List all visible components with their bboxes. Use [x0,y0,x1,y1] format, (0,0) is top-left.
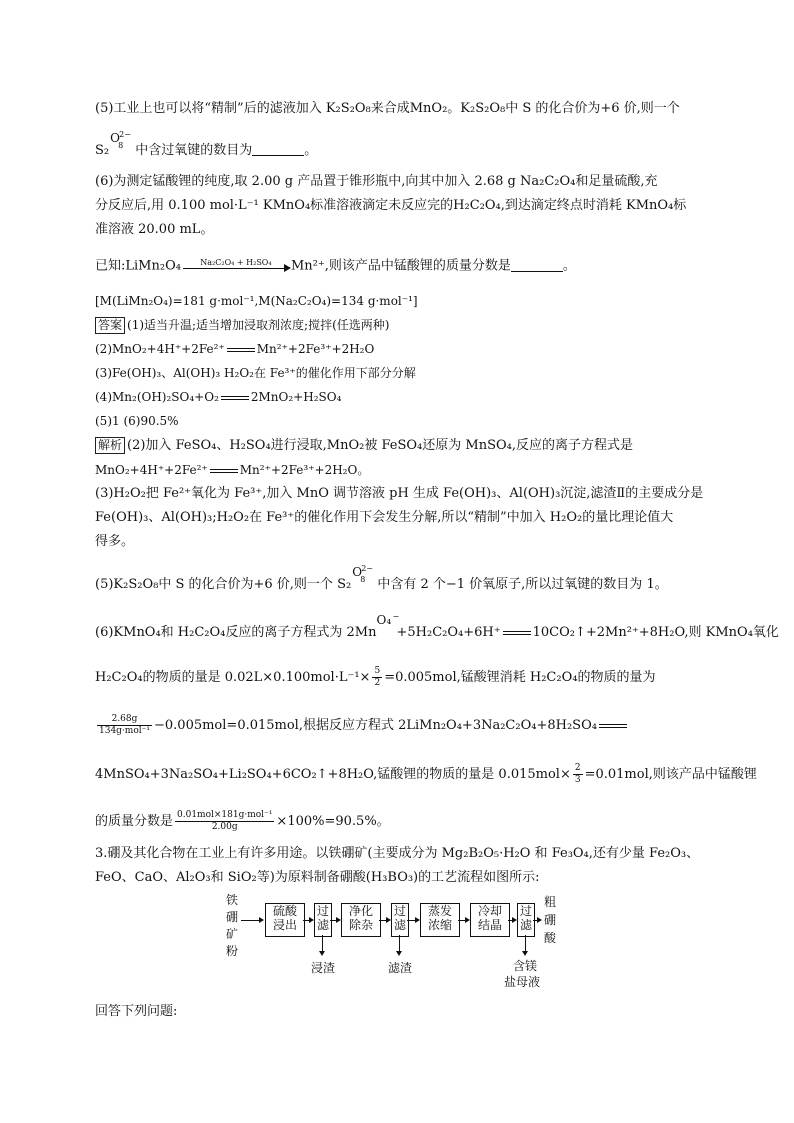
known-suffix: Mn²⁺,则该产品中锰酸锂的质量分数是 [290,258,511,274]
flow-output-2: 硼 [543,913,556,927]
analysis-6-l4-b: =0.01mol,则该产品中锰酸锂 [584,767,757,782]
flow-waste-mother-liquor-2: 盐母液 [504,975,541,989]
fraction [372,666,382,689]
analysis-2-right: Mn²⁺+2Fe³⁺+2H₂O。 [239,463,370,477]
analysis-5-b: 中含有 2 个−1 价氧原子,所以过氧键的数目为 1。 [377,577,668,592]
q5-text-b: 中含过氧键的数目为 [135,143,253,158]
known-end: 。 [562,258,576,274]
answer-4-right: 2MnO₂+H₂SO₄ [250,390,342,404]
arrow-head-icon [284,264,291,272]
fraction-num: 5 [374,666,381,676]
q3-line2: FeO、CaO、Al₂O₃和 SiO₂等)为原料制备硼酸(H₃BO₃)的工艺流程如图所示: [95,870,540,885]
ion-top: O [352,565,363,579]
answer-blank[interactable] [252,143,304,156]
flow-step-text: 滤 [519,918,532,932]
analysis-line10 [95,763,757,786]
analysis-tag: 解析 [95,437,125,454]
analysis-line11 [95,810,705,833]
fraction [573,763,583,786]
q5-line2 [95,130,705,160]
flow-step-text: 滤 [393,918,406,932]
ion-top: O [110,131,120,145]
analysis-5-a: (5)K₂S₂O₈中 S 的化合价为+6 价,则一个 [95,577,333,592]
analysis-6-c: 10CO₂↑+2Mn²⁺+8H₂O,则 KMnO₄氧化 [532,625,779,640]
ion-base: S₂ [337,577,352,592]
ion-sub: 8 [118,141,124,150]
equals-sign-icon [599,724,627,728]
flow-step-purify [341,903,381,937]
analysis-line5: 得多。 [95,534,135,549]
flow-input-1: 铁 [225,893,238,907]
fraction-den: 134g·mol⁻¹ [99,726,150,736]
q6-molar: [M(LiMn₂O₄)=181 g·mol⁻¹,M(Na₂C₂O₄)=134 g·mol⁻¹] [95,294,418,308]
q6-known [95,256,705,276]
analysis-6-l3-a: −0.005mol=0.015mol,根据反应方程式 2LiMn₂O₄+3Na₂C₂O₄+8H₂SO₄ [154,718,597,733]
q6-line3: 准溶液 20.00 mL。 [95,222,214,237]
q6-line1: (6)为测定锰酸锂的纯度,取 2.00 g 产品置于锥形瓶中,向其中加入 2.68 g Na₂C₂O₄和足量硫酸,充 [95,174,658,189]
analysis-line9 [95,714,705,737]
flow-step-text: 滤 [316,918,329,932]
analysis-6-b: +5H₂C₂O₄+6H⁺ [396,625,501,640]
persulfate-ion [109,130,131,154]
answer-tag: 答案 [95,317,125,334]
arrow-right-icon [537,917,542,923]
fraction-den: 3 [574,775,581,785]
equals-sign-icon [210,469,238,473]
flow-output-3: 酸 [543,931,556,945]
flow-step-crystallize [470,903,510,937]
fraction-num: 2 [574,763,581,773]
arrow-right-icon [259,917,264,923]
q3-text-1: 3.硼及其化合物在工业上有许多用途。以铁硼矿(主要成分为 Mg₂B₂O₅·H₂O 和 Fe₃O₄,还有少量 Fe₂O₃、 [95,846,700,861]
flow-waste-leach-residue: 浸渣 [311,961,336,975]
flow-step-text: 过 [393,904,406,918]
answer-line3: (3)Fe(OH)₃、Al(OH)₃ H₂O₂在 Fe³⁺的催化作用下部分分解 [95,366,416,380]
flow-input-2: 硼 [225,910,238,924]
flow-step-text: 浓缩 [427,918,452,932]
q3-prompt: 回答下列问题: [95,1004,178,1019]
analysis-6-l5-a: 的质量分数是 [95,814,174,829]
fraction-den: 2 [374,678,381,688]
flow-input-4: 粉 [225,944,238,958]
fraction-num: 0.01mol×181g·mol⁻¹ [177,810,273,820]
q5-line1 [95,100,705,118]
ion-charge: 2− [119,130,131,139]
q3-line1 [95,845,705,863]
q5-text-c: 。 [304,143,318,158]
answer-line5: (5)1 (6)90.5% [95,414,179,428]
fraction [97,714,152,737]
flow-step-text: 冷却 [477,904,502,918]
process-flowchart [225,893,565,993]
equals-sign-icon [221,396,249,400]
analysis-line6 [95,564,705,594]
analysis-6-l2-a: H₂C₂O₄的物质的量是 0.02L×0.100mol·L⁻¹× [95,670,371,685]
flow-waste-mother-liquor-1: 含镁 [513,959,538,973]
reaction-arrow [181,256,291,276]
analysis-6-l2-b: =0.005mol,锰酸锂消耗 H₂C₂O₄的物质的量为 [384,670,656,685]
flow-step-text: 过 [316,904,329,918]
persulfate-ion [351,564,373,588]
ion-top: O₄ [376,613,392,627]
fraction [175,810,274,833]
equals-sign-icon [227,348,255,352]
analysis-line8 [95,666,705,689]
ion-base: S₂ [95,143,110,158]
answer-2-right: Mn²⁺+2Fe³⁺+2H₂O [256,342,375,356]
answer-4-left: (4)Mn₂(OH)₂SO₄+O₂ [95,390,219,404]
analysis-line3: (3)H₂O₂把 Fe²⁺氧化为 Fe³⁺,加入 MnO 调节溶液 pH 生成 Fe(OH)₃、Al(OH)₃沉淀,滤渣Ⅱ的主要成分是 [95,486,704,501]
flow-step-text: 浸出 [272,918,297,932]
analysis-2-l1: (2)加入 FeSO₄、H₂SO₄进行浸取,MnO₂被 FeSO₄还原为 MnSO₄,反应的离子方程式是 [127,438,633,453]
analysis-line4: Fe(OH)₃、Al(OH)₃;H₂O₂在 Fe³⁺的催化作用下会发生分解,所以“精制”中加入 H₂O₂的量比理论值大 [95,510,674,525]
permanganate-ion [376,612,400,636]
analysis-line7 [95,612,779,642]
flow-step-text: 蒸发 [427,904,452,918]
answer-2-left: (2)MnO₂+4H⁺+2Fe²⁺ [95,342,225,356]
flow-step-text: 过 [519,904,532,918]
flow-input-3: 矿 [225,927,238,941]
flow-arrow-line [241,920,261,921]
q5-text: (5)工业上也可以将“精制”后的滤液加入 K₂S₂O₈来合成MnO₂。K₂S₂O₈中 S 的化合价为+6 价,则一个 [95,101,680,116]
q6-line2: 分反应后,用 0.100 mol·L⁻¹ KMnO₄标准溶液滴定未反应完的H₂C₂O₄,到达滴定终点时消耗 KMnO₄标 [95,198,687,213]
flow-step-acid-leach [265,903,305,937]
flow-step-text: 结晶 [477,918,502,932]
analysis-6-l5-b: ×100%=90.5%。 [276,814,390,829]
analysis-line2 [95,461,705,479]
analysis-line1 [95,437,705,455]
arrow-shaft [183,268,287,269]
flow-step-text: 硫酸 [272,904,297,918]
answer-blank[interactable] [511,259,563,272]
analysis-6-a: (6)KMnO₄和 H₂C₂O₄反应的离子方程式为 2Mn [95,625,377,640]
analysis-6-l4-a: 4MnSO₄+3Na₂SO₄+Li₂SO₄+6CO₂↑+8H₂O,锰酸锂的物质的量是 0.015mol× [95,767,571,782]
flow-step-text: 净化 [348,904,373,918]
arrow-down-icon [319,951,325,956]
fraction-num: 2.68g [97,714,152,726]
flow-waste-filter-residue: 滤渣 [388,961,413,975]
arrow-label: Na₂C₂O₄ + H₂SO₄ [200,258,272,267]
known-prefix: 已知:LiMn₂O₄ [95,258,181,274]
answer-line2 [95,340,705,358]
ion-charge: 2− [361,564,373,573]
flow-step-evaporate [420,903,460,937]
flow-step-text: 除杂 [348,918,373,932]
analysis-2-left: MnO₂+4H⁺+2Fe²⁺ [95,463,208,477]
equals-sign-icon [503,631,531,635]
answer-1: (1)适当升温;适当增加浸取剂浓度;搅拌(任选两种) [127,318,390,332]
ion-sub: 8 [360,575,366,584]
answer-line1 [95,316,705,334]
arrow-down-icon [396,951,402,956]
fraction-den: 2.00g [211,822,238,832]
ion-charge: − [392,612,400,621]
answer-line4 [95,388,705,406]
arrow-down-icon [522,951,528,956]
flow-output-1: 粗 [543,895,556,909]
